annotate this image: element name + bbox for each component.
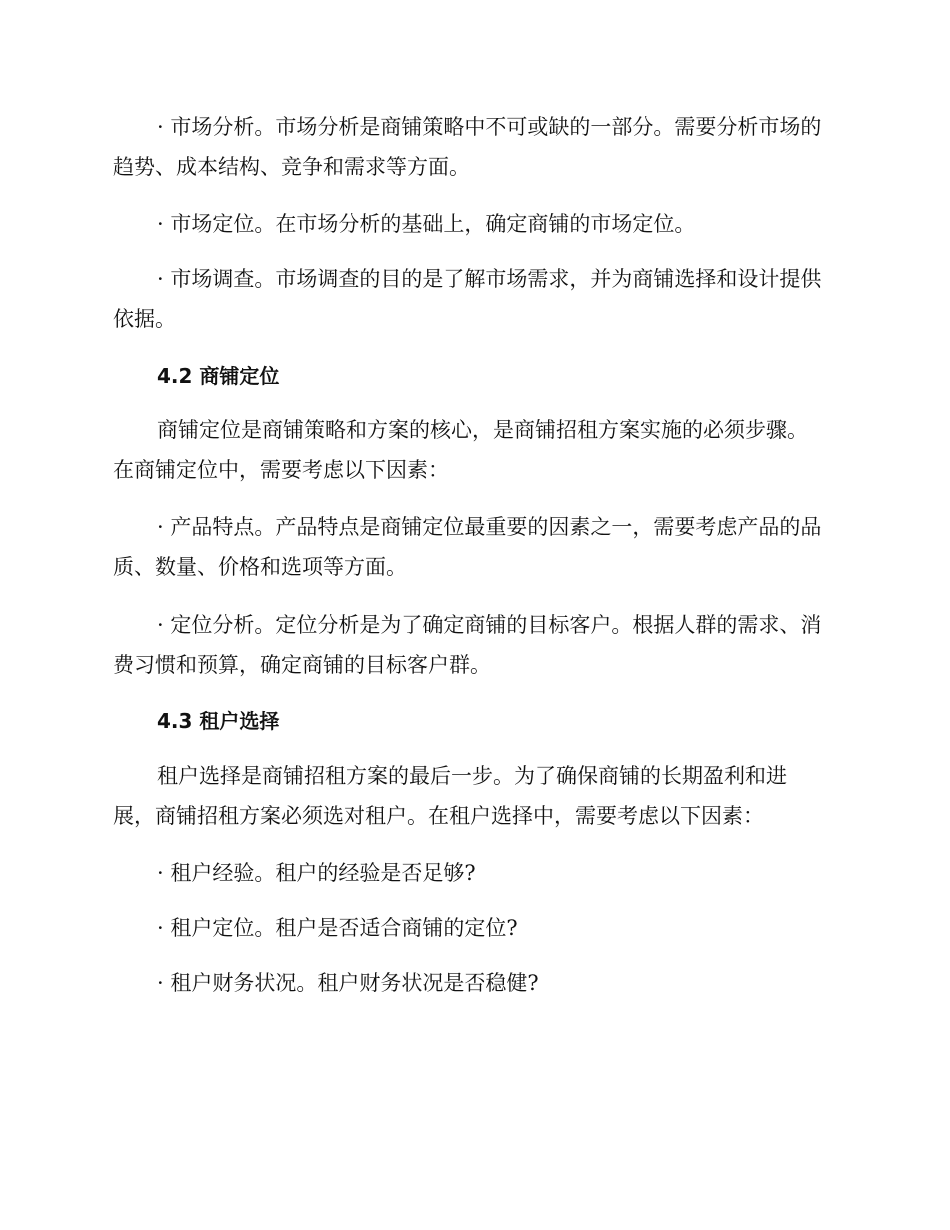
bullet-tenant-positioning: · 租户定位。租户是否适合商铺的定位?	[157, 916, 518, 940]
bullet-market-positioning: · 市场定位。在市场分析的基础上，确定商铺的市场定位。	[157, 212, 696, 236]
paragraph-shop-positioning: 商铺定位是商铺策略和方案的核心，是商铺招租方案实施的必须步骤。在商铺定位中，需要考虑以下因素：	[113, 418, 808, 482]
bullet-tenant-finance: · 租户财务状况。租户财务状况是否稳健?	[157, 971, 539, 995]
paragraph-tenant-selection: 租户选择是商铺招租方案的最后一步。为了确保商铺的长期盈利和进展，商铺招租方案必须选对租户。在租户选择中，需要考虑以下因素：	[113, 764, 787, 828]
bullet-product-features: · 产品特点。产品特点是商铺定位最重要的因素之一，需要考虑产品的品质、数量、价格和选项等方面。	[113, 515, 822, 579]
bullet-tenant-experience: · 租户经验。租户的经验是否足够?	[157, 861, 476, 885]
section-heading-4-2: 4.2 商铺定位	[157, 364, 280, 388]
bullet-positioning-analysis: · 定位分析。定位分析是为了确定商铺的目标客户。根据人群的需求、消费习惯和预算，确定商铺的目标客户群。	[113, 613, 822, 677]
section-heading-4-3: 4.3 租户选择	[157, 709, 280, 733]
bullet-market-survey: · 市场调查。市场调查的目的是了解市场需求，并为商铺选择和设计提供依据。	[113, 267, 822, 331]
bullet-market-analysis: · 市场分析。市场分析是商铺策略中不可或缺的一部分。需要分析市场的趋势、成本结构、竞争和需求等方面。	[113, 115, 822, 179]
